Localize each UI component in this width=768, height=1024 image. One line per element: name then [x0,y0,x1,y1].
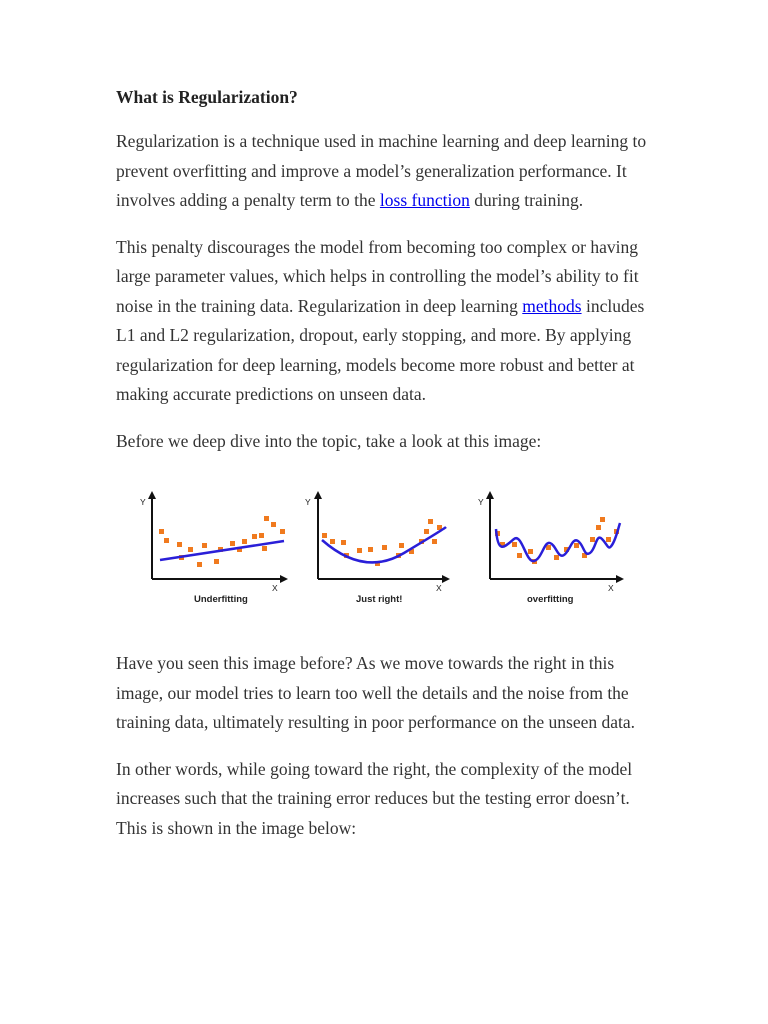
y-axis-label: Y [478,497,484,507]
data-points [322,519,442,566]
paragraph-complexity: In other words, while going toward the right, the complexity of the model increases such that the training error reduces but the testing error doesn’t. This is shown in the image below: [116,758,633,838]
panel-overfitting [478,493,622,605]
paragraph-penalty-tail: includes L1 and L2 regularization, dropout, early stopping, and more. By applying regularization for deep learning, models become more robust and better at making accurate predictions on unseen data. [116,295,645,404]
caption-just-right: Just right! [356,594,403,605]
fitting-figure-svg [134,477,634,627]
x-axis-label: X [436,583,442,593]
panel-just-right [305,493,448,605]
y-axis-label: Y [140,497,146,507]
paragraph-intro-text: Regularization is a technique used in machine learning and deep learning to prevent overfitting and improve a model’s generalization performance. It involves adding a penalty term to the [116,131,647,210]
paragraph-penalty-text: This penalty discourages the model from becoming too complex or having large parameter values, which helps in controlling the model’s ability to fit noise in the training data. Regularization in deep learning [116,236,639,316]
caption-underfitting: Underfitting [194,594,248,605]
x-axis-label: X [608,583,614,593]
x-axis-label: X [272,583,278,593]
fitting-figure [116,477,656,627]
panel-underfitting [140,493,286,605]
paragraph-image-intro: Before we deep dive into the topic, take a look at this image: [116,430,542,451]
paragraph-intro [116,127,656,216]
article-heading: What is Regularization? [116,87,298,107]
paragraph-seen-image: Have you seen this image before? As we move towards the right in this image, our model tries to learn too well the details and the noise from the training data, ultimately resulting in poor performance on the unseen data. [116,653,636,732]
y-axis-label: Y [305,497,311,507]
data-points [159,516,285,567]
loss-function-link[interactable]: loss function [379,190,470,210]
paragraph-penalty [116,233,656,410]
paragraph-intro-tail: during training. [469,190,584,210]
article [116,84,656,860]
caption-overfitting: overfitting [527,594,574,605]
methods-link[interactable]: methods [522,295,582,316]
